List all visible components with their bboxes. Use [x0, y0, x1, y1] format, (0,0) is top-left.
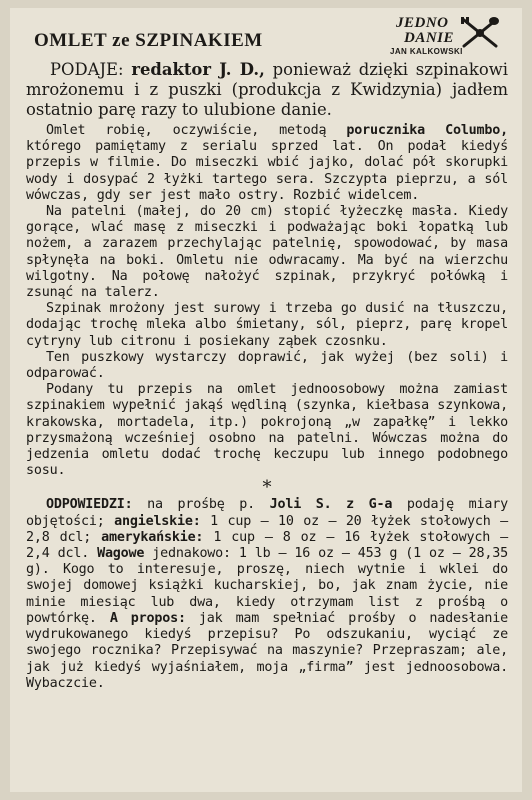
lead-paragraph — [26, 60, 508, 120]
paragraph-4: Ten puszkowy wystarczy doprawić, jak wyżej (bez soli) i odparować. — [26, 349, 508, 382]
newspaper-clipping — [10, 8, 522, 792]
paragraph-2: Na patelni (małej, do 20 cm) stopić łyżeczkę masła. Kiedy gorące, wlać masę z miseczki i podważając boki łopatką lub nożem, a zarazem przechylając patelnię, spowodować, by masa spłynęła na boki. Omletu nie odwracamy. Ma być na wierzchu wilgotny. Na połowę nałożyć szpinak, przykryć połówką i zsunąć na talerz. — [26, 204, 508, 301]
answers-weight: Wagowe — [97, 546, 145, 562]
section-divider: * — [262, 477, 272, 499]
answers-text-b: na prośbę p. — [132, 497, 270, 513]
answers-heading: ODPOWIEDZI: — [46, 497, 133, 513]
article-body — [26, 60, 508, 692]
lead-text: ponieważ dzięki szpinakowi mrożonemu i z puszki (produkcja z Kwidzynia) jadłem ostatnio parę razy to ulubione danie. — [26, 60, 508, 119]
p1-text-c: którego pamiętamy z serialu sprzed lat. On podał kiedyś przepis w filmie. Do miseczki wbić jajko, dolać pół skorupki wody i dosypać 2 łyżki tartego sera. Szczypta pieprzu, a sól wówczas, gdy ser jest mało ostry. Rozbić widelcem. — [26, 139, 508, 203]
article-title: OMLET ze SZPINAKIEM — [34, 30, 263, 51]
paragraph-5: Podany tu przepis na omlet jednoosobowy można zamiast szpinakiem wypełnić jakąś wędliną (szynka, kiełbasa szynkowa, krakowska, mortadela, itp.) pokrojoną „w zapałkę” i lekko przysmażoną wcześniej osobno na patelni. Wówczas można do jedzenia omletu dodać trochę keczupu lub innego podobnego sosu. — [26, 382, 508, 479]
p1-text-a: Omlet robię, oczywiście, metodą — [46, 123, 347, 138]
lead-intro: PODAJE: — [50, 60, 132, 79]
answers-english: angielskie: — [114, 513, 201, 529]
column-logo — [390, 16, 502, 56]
fork-knife-icon — [458, 16, 502, 50]
paragraph-3: Szpinak mrożony jest surowy i trzeba go dusić na tłuszczu, dodając trochę mleka albo śmietany, sól, pieprz, parę kropel cytryny lub citronu i posiekany ząbek czosnku. — [26, 301, 508, 349]
column-word-1: JEDNO — [396, 15, 449, 31]
article-header — [26, 14, 508, 54]
answers-paragraph — [26, 497, 508, 691]
paragraph-1 — [26, 123, 508, 204]
column-author: JAN KALKOWSKI — [390, 47, 463, 56]
answers-text-d: podaję miary objętości; — [26, 497, 508, 529]
answers-text-l: jak mam spełniać prośby o nadesłanie wydrukowanego kiedyś przepisu? Po odszukaniu, wyciąć ze swojego rocznika? Przepisywać na maszynie? Przepraszam; ale, jak już kiedyś wyjaśniałem, moja „firma” jest jednoosobowa. Wybaczcie. — [26, 610, 509, 691]
lead-author: redaktor J. D., — [131, 60, 265, 79]
answers-reader: Joli S. z G-a — [269, 497, 393, 513]
p1-bold: porucznika Columbo, — [346, 123, 508, 138]
answers-text-h: 1 cup — 8 oz — 16 łyżek stołowych — 2,4 dcl. — [26, 529, 508, 562]
answers-apropos: A propos: — [109, 610, 186, 626]
answers-text-j: jednakowo: 1 lb — 16 oz — 453 g (1 oz — 28,35 g). Kogo to interesuje, proszę, niech wytnie i wklei do swojej domowej książki kucharskiej, bo, jak znam życie, nie minie miesiąc lub dwa, kiedy otrzymam list z prośbą o powtórkę. — [26, 546, 508, 626]
answers-american: amerykańskie: — [101, 529, 204, 545]
answers-text-f: 1 cup — 10 oz — 20 łyżek stołowych — 2,8 dcl; — [26, 513, 509, 545]
column-word-2: DANIE — [404, 30, 455, 46]
